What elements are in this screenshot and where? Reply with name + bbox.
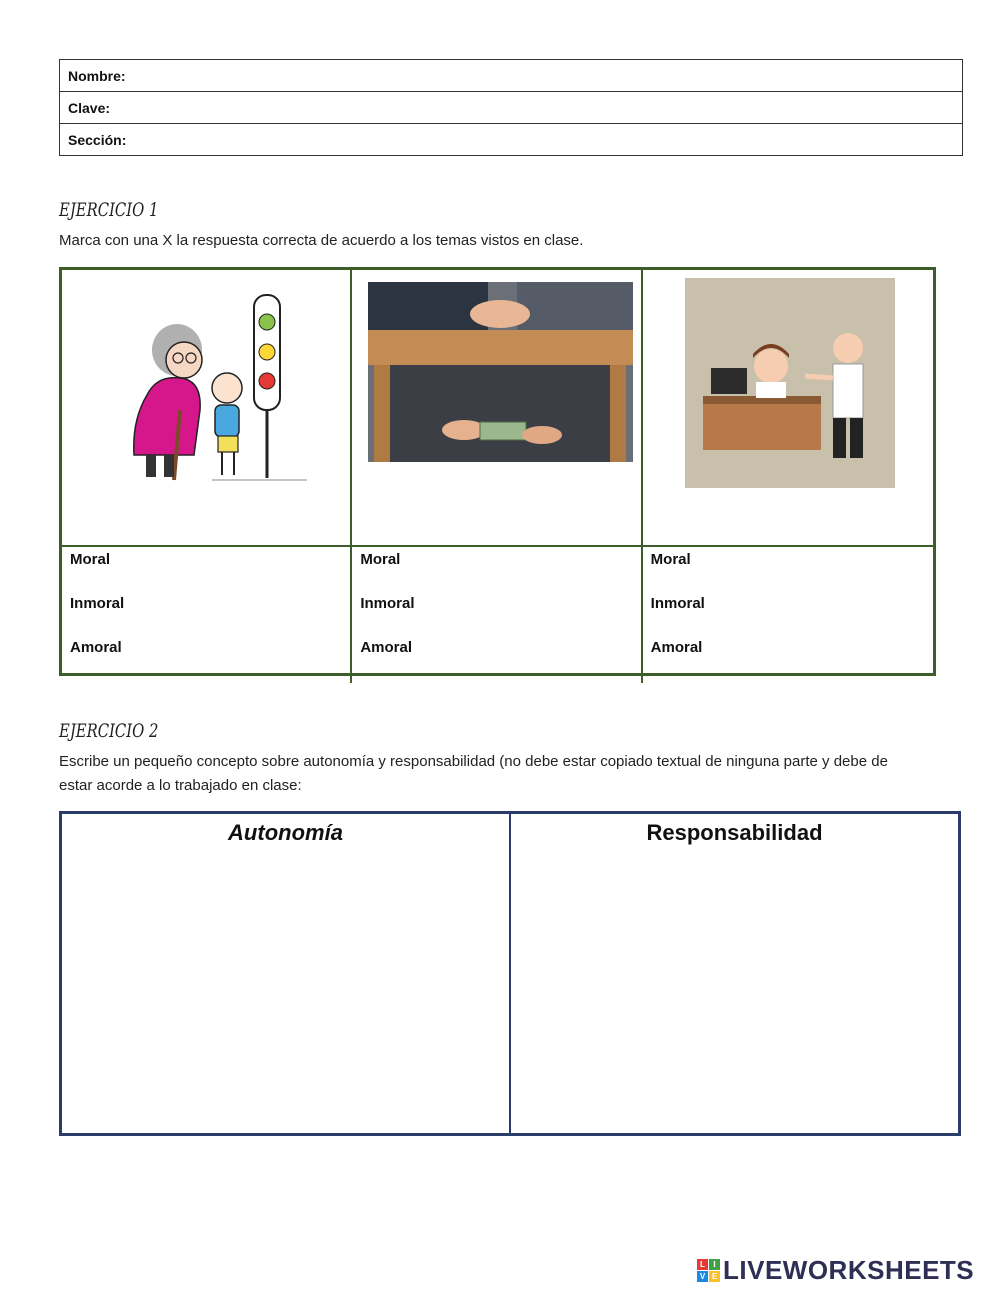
live-blocks-icon bbox=[697, 1259, 720, 1282]
liveworksheets-logo bbox=[697, 1255, 974, 1286]
exercise1-title: EJERCICIO 1 bbox=[59, 199, 159, 221]
option-inmoral-1[interactable]: Inmoral bbox=[70, 595, 125, 612]
image-cell-3 bbox=[643, 270, 933, 547]
brand-letter: E bbox=[709, 1271, 720, 1282]
exercise2-instruction: Escribe un pequeño concepto sobre autonomía y responsabilidad (no debe estar copiado textual de ninguna parte y debe de estar acorde a lo trabajado en clase: bbox=[59, 753, 888, 794]
brand-letter: L bbox=[697, 1259, 708, 1270]
option-inmoral-2[interactable]: Inmoral bbox=[360, 595, 415, 612]
brand-name: LIVEWORKSHEETS bbox=[723, 1255, 975, 1285]
student-info-table bbox=[59, 59, 963, 156]
exercise1-instruction: Marca con una X la respuesta correcta de acuerdo a los temas vistos en clase. bbox=[59, 232, 584, 249]
grandmother-child-traffic-light-image bbox=[62, 270, 348, 543]
image-cell-1 bbox=[62, 270, 352, 547]
autonomy-column-header: Autonomía bbox=[228, 820, 343, 845]
exercise1-grid bbox=[59, 267, 936, 676]
autonomy-answer-area[interactable] bbox=[62, 814, 511, 1133]
image-cell-2 bbox=[352, 270, 642, 547]
key-field-label: Clave: bbox=[60, 92, 963, 124]
brand-letter: I bbox=[709, 1259, 720, 1270]
exercise2-table bbox=[59, 811, 961, 1136]
option-moral-3[interactable]: Moral bbox=[650, 551, 691, 568]
option-amoral-3[interactable]: Amoral bbox=[650, 639, 703, 656]
option-amoral-1[interactable]: Amoral bbox=[70, 639, 122, 656]
responsibility-answer-area[interactable] bbox=[511, 814, 958, 1133]
option-amoral-2[interactable]: Amoral bbox=[360, 639, 413, 656]
options-cell-3 bbox=[643, 547, 933, 683]
section-field-label: Sección: bbox=[60, 124, 963, 156]
brand-letter: V bbox=[697, 1271, 708, 1282]
responsibility-column-header: Responsabilidad bbox=[646, 820, 823, 845]
option-moral-1[interactable]: Moral bbox=[70, 551, 111, 568]
options-cell-1 bbox=[62, 547, 352, 683]
options-cell-2 bbox=[352, 547, 642, 683]
exercise2-title: EJERCICIO 2 bbox=[59, 720, 159, 742]
boss-pointing-at-worker-image bbox=[643, 270, 929, 543]
option-inmoral-3[interactable]: Inmoral bbox=[650, 595, 705, 612]
handshake-bribe-image bbox=[352, 270, 638, 543]
option-moral-2[interactable]: Moral bbox=[360, 551, 401, 568]
name-field-label: Nombre: bbox=[60, 60, 963, 92]
